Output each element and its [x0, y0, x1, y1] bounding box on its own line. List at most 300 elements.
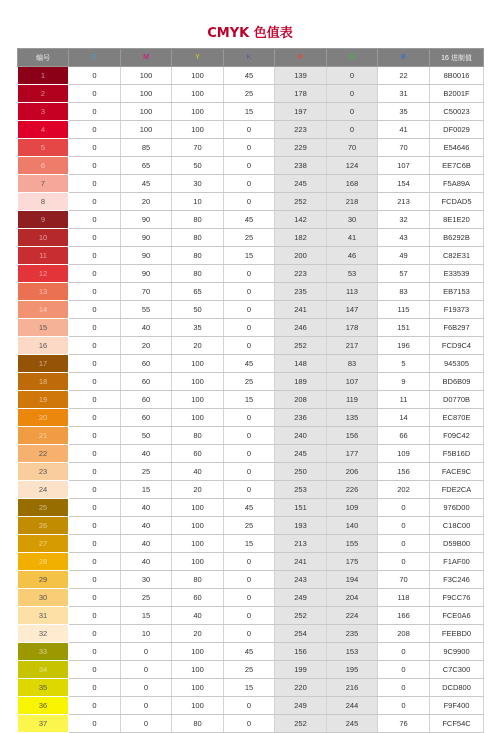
- cell-b: 115: [378, 301, 430, 319]
- table-row: [18, 715, 484, 733]
- color-swatch-cell: 15: [18, 319, 69, 337]
- color-swatch-cell: 33: [18, 643, 69, 661]
- cell-m: 40: [121, 499, 172, 517]
- cell-m: 90: [121, 229, 172, 247]
- cell-b: 57: [378, 265, 430, 283]
- color-swatch-cell: 32: [18, 625, 69, 643]
- cell-b: 0: [378, 643, 430, 661]
- cell-c: 0: [69, 715, 121, 733]
- cell-g: 204: [327, 589, 378, 607]
- cell-y: 100: [172, 67, 224, 85]
- cell-k: 0: [224, 157, 275, 175]
- color-swatch-cell: 10: [18, 229, 69, 247]
- table-row: [18, 337, 484, 355]
- table-row: [18, 247, 484, 265]
- cell-m: 60: [121, 409, 172, 427]
- cell-hex: FEEBD0: [430, 625, 484, 643]
- cell-g: 124: [327, 157, 378, 175]
- cell-g: 135: [327, 409, 378, 427]
- header-y: Y: [172, 49, 224, 67]
- cell-r: 182: [275, 229, 327, 247]
- color-swatch-cell: 25: [18, 499, 69, 517]
- cell-m: 40: [121, 517, 172, 535]
- cell-r: 223: [275, 265, 327, 283]
- cell-hex: F09C42: [430, 427, 484, 445]
- cell-hex: FCDAD5: [430, 193, 484, 211]
- cell-c: 0: [69, 409, 121, 427]
- cell-k: 0: [224, 301, 275, 319]
- cell-k: 0: [224, 175, 275, 193]
- cell-y: 80: [172, 211, 224, 229]
- table-row: [18, 139, 484, 157]
- header-hex: 16 进制值: [430, 49, 484, 67]
- header-r: R: [275, 49, 327, 67]
- table-row: [18, 265, 484, 283]
- cell-k: 0: [224, 481, 275, 499]
- cell-hex: FDE2CA: [430, 481, 484, 499]
- cell-y: 20: [172, 337, 224, 355]
- cell-r: 178: [275, 85, 327, 103]
- color-swatch-cell: 3: [18, 103, 69, 121]
- cell-k: 45: [224, 355, 275, 373]
- cell-g: 235: [327, 625, 378, 643]
- cell-b: 154: [378, 175, 430, 193]
- cell-r: 245: [275, 175, 327, 193]
- cell-c: 0: [69, 481, 121, 499]
- cell-hex: C7C300: [430, 661, 484, 679]
- cell-c: 0: [69, 697, 121, 715]
- cell-hex: 8E1E20: [430, 211, 484, 229]
- cell-c: 0: [69, 319, 121, 337]
- color-swatch-cell: 35: [18, 679, 69, 697]
- cell-y: 50: [172, 301, 224, 319]
- cell-b: 0: [378, 553, 430, 571]
- cell-r: 197: [275, 103, 327, 121]
- cell-r: 252: [275, 193, 327, 211]
- cell-c: 0: [69, 175, 121, 193]
- cell-c: 0: [69, 643, 121, 661]
- table-row: [18, 85, 484, 103]
- cell-c: 0: [69, 157, 121, 175]
- cell-g: 175: [327, 553, 378, 571]
- cell-c: 0: [69, 301, 121, 319]
- cell-b: 0: [378, 697, 430, 715]
- cell-y: 40: [172, 463, 224, 481]
- cell-y: 100: [172, 535, 224, 553]
- color-swatch-cell: 17: [18, 355, 69, 373]
- cell-m: 85: [121, 139, 172, 157]
- cell-r: 223: [275, 121, 327, 139]
- cell-g: 0: [327, 103, 378, 121]
- cell-m: 40: [121, 535, 172, 553]
- cell-g: 244: [327, 697, 378, 715]
- cell-b: 76: [378, 715, 430, 733]
- cell-y: 100: [172, 553, 224, 571]
- cell-r: 200: [275, 247, 327, 265]
- cell-y: 50: [172, 157, 224, 175]
- cell-m: 30: [121, 571, 172, 589]
- cell-m: 60: [121, 355, 172, 373]
- cell-b: 31: [378, 85, 430, 103]
- cell-hex: F5A89A: [430, 175, 484, 193]
- cell-hex: FCF54C: [430, 715, 484, 733]
- color-swatch-cell: 21: [18, 427, 69, 445]
- cell-m: 0: [121, 661, 172, 679]
- color-swatch-cell: 19: [18, 391, 69, 409]
- cell-r: 250: [275, 463, 327, 481]
- cell-hex: 945305: [430, 355, 484, 373]
- cell-g: 147: [327, 301, 378, 319]
- cell-m: 65: [121, 157, 172, 175]
- cell-k: 0: [224, 607, 275, 625]
- cell-hex: FACE9C: [430, 463, 484, 481]
- table-row: [18, 103, 484, 121]
- cell-k: 0: [224, 193, 275, 211]
- color-swatch-cell: 1: [18, 67, 69, 85]
- cell-g: 217: [327, 337, 378, 355]
- cell-m: 10: [121, 625, 172, 643]
- cell-b: 0: [378, 499, 430, 517]
- table-row: [18, 571, 484, 589]
- cell-r: 220: [275, 679, 327, 697]
- cell-m: 70: [121, 283, 172, 301]
- cell-m: 20: [121, 193, 172, 211]
- cell-hex: B2001F: [430, 85, 484, 103]
- cell-r: 151: [275, 499, 327, 517]
- cell-c: 0: [69, 373, 121, 391]
- cell-r: 199: [275, 661, 327, 679]
- cell-k: 0: [224, 139, 275, 157]
- color-swatch-cell: 13: [18, 283, 69, 301]
- cell-y: 80: [172, 247, 224, 265]
- cell-g: 0: [327, 85, 378, 103]
- cell-hex: F1AF00: [430, 553, 484, 571]
- cell-g: 70: [327, 139, 378, 157]
- cell-hex: C50023: [430, 103, 484, 121]
- cell-y: 60: [172, 445, 224, 463]
- cell-b: 208: [378, 625, 430, 643]
- cell-g: 119: [327, 391, 378, 409]
- header-b: B: [378, 49, 430, 67]
- cell-c: 0: [69, 337, 121, 355]
- cell-k: 45: [224, 211, 275, 229]
- cell-c: 0: [69, 355, 121, 373]
- cell-b: 35: [378, 103, 430, 121]
- cell-m: 20: [121, 337, 172, 355]
- cell-k: 0: [224, 697, 275, 715]
- color-swatch-cell: 31: [18, 607, 69, 625]
- cell-c: 0: [69, 463, 121, 481]
- cell-c: 0: [69, 103, 121, 121]
- cell-y: 60: [172, 589, 224, 607]
- cell-c: 0: [69, 445, 121, 463]
- color-swatch-cell: 18: [18, 373, 69, 391]
- cell-k: 15: [224, 391, 275, 409]
- table-row: [18, 427, 484, 445]
- color-swatch-cell: 26: [18, 517, 69, 535]
- table-row: [18, 499, 484, 517]
- cell-r: 142: [275, 211, 327, 229]
- cell-r: 229: [275, 139, 327, 157]
- cell-g: 140: [327, 517, 378, 535]
- color-swatch-cell: 24: [18, 481, 69, 499]
- cell-g: 245: [327, 715, 378, 733]
- table-row: [18, 553, 484, 571]
- cell-k: 45: [224, 67, 275, 85]
- cell-hex: B6292B: [430, 229, 484, 247]
- cell-k: 0: [224, 319, 275, 337]
- cell-m: 100: [121, 103, 172, 121]
- cell-y: 10: [172, 193, 224, 211]
- cell-m: 0: [121, 679, 172, 697]
- cell-b: 109: [378, 445, 430, 463]
- cell-g: 168: [327, 175, 378, 193]
- cell-hex: EE7C6B: [430, 157, 484, 175]
- cell-g: 0: [327, 121, 378, 139]
- cell-b: 156: [378, 463, 430, 481]
- color-swatch-cell: 6: [18, 157, 69, 175]
- cell-b: 66: [378, 427, 430, 445]
- cell-hex: 9C9900: [430, 643, 484, 661]
- cell-g: 113: [327, 283, 378, 301]
- cell-k: 0: [224, 625, 275, 643]
- cell-b: 70: [378, 139, 430, 157]
- cell-b: 83: [378, 283, 430, 301]
- color-swatch-cell: 23: [18, 463, 69, 481]
- cell-b: 107: [378, 157, 430, 175]
- cell-g: 178: [327, 319, 378, 337]
- table-row: [18, 283, 484, 301]
- table-row: [18, 517, 484, 535]
- cell-g: 107: [327, 373, 378, 391]
- cell-y: 100: [172, 661, 224, 679]
- cell-g: 30: [327, 211, 378, 229]
- cell-g: 155: [327, 535, 378, 553]
- cell-m: 25: [121, 589, 172, 607]
- cell-m: 90: [121, 247, 172, 265]
- cell-k: 0: [224, 463, 275, 481]
- cell-c: 0: [69, 229, 121, 247]
- cell-k: 0: [224, 715, 275, 733]
- cell-b: 70: [378, 571, 430, 589]
- cell-r: 252: [275, 337, 327, 355]
- cell-m: 40: [121, 319, 172, 337]
- cell-b: 118: [378, 589, 430, 607]
- cell-g: 226: [327, 481, 378, 499]
- table-row: [18, 175, 484, 193]
- cell-k: 15: [224, 103, 275, 121]
- cell-c: 0: [69, 571, 121, 589]
- cell-c: 0: [69, 427, 121, 445]
- cell-g: 177: [327, 445, 378, 463]
- cell-y: 20: [172, 481, 224, 499]
- cell-c: 0: [69, 265, 121, 283]
- cell-m: 15: [121, 607, 172, 625]
- color-swatch-cell: 2: [18, 85, 69, 103]
- color-swatch-cell: 27: [18, 535, 69, 553]
- cell-g: 195: [327, 661, 378, 679]
- cell-y: 80: [172, 265, 224, 283]
- cell-k: 0: [224, 571, 275, 589]
- cell-c: 0: [69, 607, 121, 625]
- color-swatch-cell: 16: [18, 337, 69, 355]
- header-k: K: [224, 49, 275, 67]
- cell-r: 252: [275, 715, 327, 733]
- cell-y: 100: [172, 373, 224, 391]
- cell-k: 0: [224, 337, 275, 355]
- cell-r: 193: [275, 517, 327, 535]
- cell-hex: DF0029: [430, 121, 484, 139]
- cell-c: 0: [69, 247, 121, 265]
- cmyk-table: [17, 48, 484, 733]
- table-row: [18, 679, 484, 697]
- cell-c: 0: [69, 499, 121, 517]
- table-row: [18, 409, 484, 427]
- cell-c: 0: [69, 283, 121, 301]
- table-row: [18, 643, 484, 661]
- cell-r: 139: [275, 67, 327, 85]
- cell-k: 0: [224, 121, 275, 139]
- cell-r: 241: [275, 301, 327, 319]
- cell-c: 0: [69, 67, 121, 85]
- cell-g: 53: [327, 265, 378, 283]
- table-row: [18, 229, 484, 247]
- cell-g: 0: [327, 67, 378, 85]
- table-row: [18, 481, 484, 499]
- cell-m: 60: [121, 373, 172, 391]
- cell-r: 236: [275, 409, 327, 427]
- color-swatch-cell: 7: [18, 175, 69, 193]
- cell-r: 253: [275, 481, 327, 499]
- cell-k: 15: [224, 535, 275, 553]
- cell-b: 11: [378, 391, 430, 409]
- cell-r: 249: [275, 589, 327, 607]
- color-swatch-cell: 28: [18, 553, 69, 571]
- cell-b: 166: [378, 607, 430, 625]
- cell-g: 156: [327, 427, 378, 445]
- cell-c: 0: [69, 391, 121, 409]
- cell-g: 216: [327, 679, 378, 697]
- cell-k: 45: [224, 643, 275, 661]
- cell-y: 100: [172, 355, 224, 373]
- cell-r: 238: [275, 157, 327, 175]
- cell-b: 213: [378, 193, 430, 211]
- table-row: [18, 463, 484, 481]
- cell-hex: F6B297: [430, 319, 484, 337]
- table-row: [18, 157, 484, 175]
- cell-hex: D59B00: [430, 535, 484, 553]
- cell-c: 0: [69, 589, 121, 607]
- cell-y: 100: [172, 391, 224, 409]
- table-row: [18, 67, 484, 85]
- cell-y: 20: [172, 625, 224, 643]
- cell-k: 0: [224, 283, 275, 301]
- cell-y: 100: [172, 103, 224, 121]
- cell-b: 196: [378, 337, 430, 355]
- cell-k: 15: [224, 679, 275, 697]
- cell-b: 14: [378, 409, 430, 427]
- table-row: [18, 625, 484, 643]
- cell-m: 100: [121, 67, 172, 85]
- cell-g: 83: [327, 355, 378, 373]
- cell-m: 50: [121, 427, 172, 445]
- color-swatch-cell: 22: [18, 445, 69, 463]
- cell-k: 25: [224, 373, 275, 391]
- cell-hex: DCD800: [430, 679, 484, 697]
- cell-b: 49: [378, 247, 430, 265]
- cell-g: 206: [327, 463, 378, 481]
- cell-k: 25: [224, 229, 275, 247]
- header-c: C: [69, 49, 121, 67]
- cell-y: 100: [172, 697, 224, 715]
- table-row: [18, 121, 484, 139]
- cell-y: 40: [172, 607, 224, 625]
- cell-m: 90: [121, 265, 172, 283]
- color-swatch-cell: 36: [18, 697, 69, 715]
- table-row: [18, 211, 484, 229]
- color-swatch-cell: 11: [18, 247, 69, 265]
- cell-m: 40: [121, 553, 172, 571]
- cell-hex: E33539: [430, 265, 484, 283]
- cell-k: 25: [224, 661, 275, 679]
- cell-r: 245: [275, 445, 327, 463]
- cell-g: 46: [327, 247, 378, 265]
- color-swatch-cell: 8: [18, 193, 69, 211]
- cell-r: 189: [275, 373, 327, 391]
- cell-y: 100: [172, 121, 224, 139]
- cell-g: 224: [327, 607, 378, 625]
- cell-r: 240: [275, 427, 327, 445]
- cell-b: 0: [378, 679, 430, 697]
- cell-m: 100: [121, 85, 172, 103]
- cell-b: 43: [378, 229, 430, 247]
- cell-y: 80: [172, 229, 224, 247]
- color-swatch-cell: 37: [18, 715, 69, 733]
- cell-b: 5: [378, 355, 430, 373]
- page-title: CMYK 色值表: [207, 26, 293, 41]
- cell-k: 25: [224, 517, 275, 535]
- cell-m: 55: [121, 301, 172, 319]
- cell-g: 41: [327, 229, 378, 247]
- cell-k: 0: [224, 427, 275, 445]
- cell-m: 25: [121, 463, 172, 481]
- cell-r: 241: [275, 553, 327, 571]
- cell-k: 25: [224, 85, 275, 103]
- cell-m: 100: [121, 121, 172, 139]
- cell-m: 15: [121, 481, 172, 499]
- cell-k: 0: [224, 445, 275, 463]
- cell-r: 156: [275, 643, 327, 661]
- cell-g: 153: [327, 643, 378, 661]
- table-row: [18, 319, 484, 337]
- cell-hex: F19373: [430, 301, 484, 319]
- cell-k: 15: [224, 247, 275, 265]
- cell-c: 0: [69, 517, 121, 535]
- cell-y: 100: [172, 643, 224, 661]
- color-swatch-cell: 14: [18, 301, 69, 319]
- cell-k: 0: [224, 265, 275, 283]
- table-row: [18, 373, 484, 391]
- cell-b: 0: [378, 535, 430, 553]
- cell-y: 100: [172, 679, 224, 697]
- table-row: [18, 355, 484, 373]
- cell-y: 100: [172, 517, 224, 535]
- cell-r: 249: [275, 697, 327, 715]
- table-row: [18, 589, 484, 607]
- cell-c: 0: [69, 553, 121, 571]
- cell-k: 0: [224, 409, 275, 427]
- table-row: [18, 193, 484, 211]
